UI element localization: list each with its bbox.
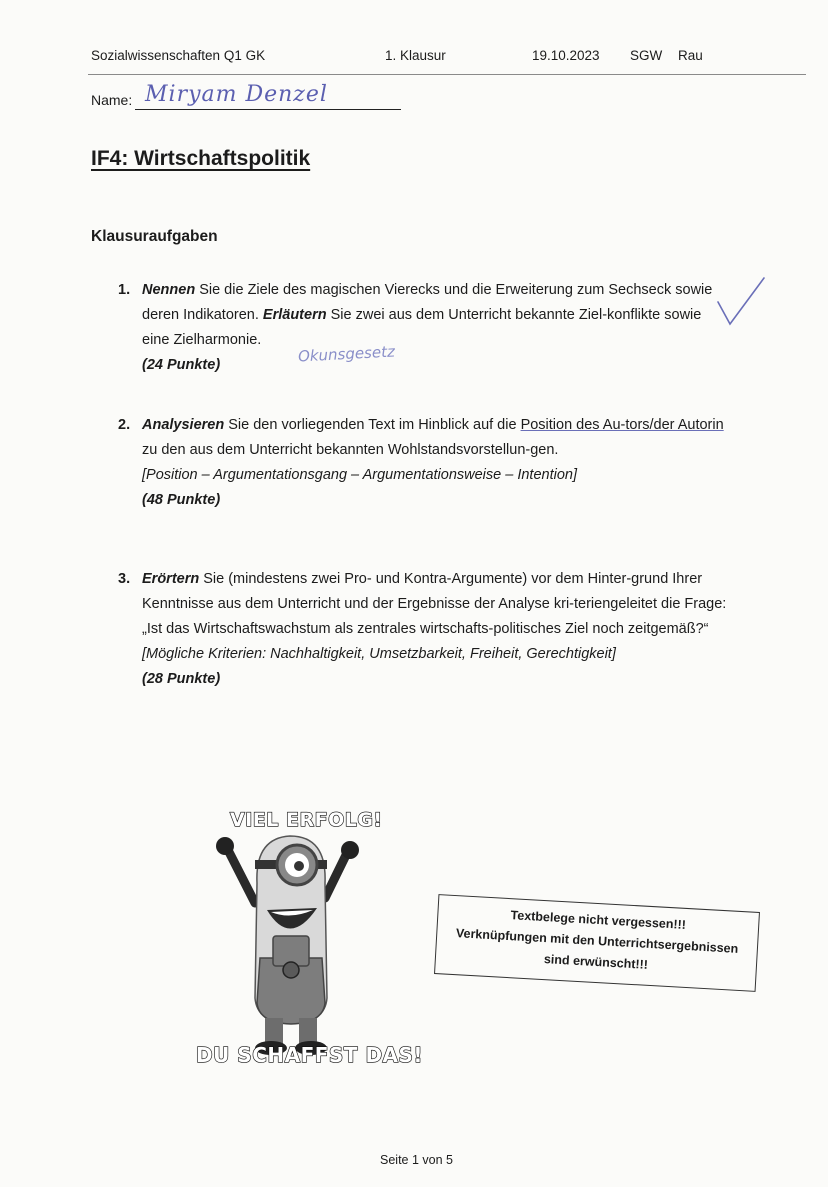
exam-label: 1. Klausur [385, 48, 446, 63]
task-number: 2. [118, 417, 131, 433]
task-operator: Erläutern [262, 307, 327, 323]
meme-bottom-text: DU SCHAFFST DAS! [196, 1043, 424, 1067]
task-operator: Erörtern [142, 571, 200, 587]
task-points: (24 Punkte) [142, 357, 221, 373]
handwritten-note: Okunsgesetz [297, 342, 396, 366]
teacher-name: Rau [678, 48, 703, 63]
task-points: (48 Punkte) [142, 492, 221, 508]
check-mark-icon [714, 274, 768, 334]
section-title: Klausuraufgaben [91, 228, 218, 245]
page-number: Seite 1 von 5 [380, 1153, 453, 1167]
task-1 [118, 278, 728, 378]
school-code: SGW [630, 48, 663, 63]
student-name-handwritten: Miryam Denzel [145, 82, 328, 107]
task-operator: Analysieren [142, 417, 225, 433]
task-3 [118, 567, 728, 692]
reminder-box [434, 894, 760, 992]
reminder-line: Textbelege nicht vergessen!!! [510, 908, 687, 932]
reminder-line: Verknüpfungen mit den Unterrichtsergebnissen [455, 926, 739, 956]
task-text: Sie zwei aus dem Unterricht bekannte Ziel-konflikte sowie eine Zielharmonie. [142, 307, 702, 348]
task-text: zu den aus dem Unterricht bekannten Wohlstandsvorstellun-gen. [142, 442, 559, 458]
page-title: IF4: Wirtschaftspolitik [91, 147, 311, 170]
task-text: Sie (mindestens zwei Pro- und Kontra-Argumente) vor dem Hinter-grund Ihrer Kenntnisse aus dem Unterricht und der Ergebnisse der Analyse kri-teriengeleitet die Frage: „Ist das Wirtschaftswachstum als zentrales wirtschafts-politisches Ziel noch zeitgemäß?“ [142, 571, 727, 637]
task-hint: [Position – Argumentationsgang – Argumentationsweise – Intention] [142, 467, 577, 483]
task-text: Sie den vorliegenden Text im Hinblick auf die [224, 417, 521, 433]
task-operator: Nennen [142, 282, 196, 298]
task-2 [118, 413, 728, 513]
header-divider [88, 74, 806, 75]
task-underlined-text: Position des Au-tors/der Autorin [520, 417, 724, 433]
reminder-line: sind erwünscht!!! [543, 952, 649, 972]
task-number: 3. [118, 571, 131, 587]
course-name: Sozialwissenschaften Q1 GK [91, 48, 266, 63]
task-hint: [Mögliche Kriterien: Nachhaltigkeit, Umsetzbarkeit, Freiheit, Gerechtigkeit] [142, 646, 616, 662]
name-line [135, 109, 401, 110]
exam-date: 19.10.2023 [532, 48, 600, 63]
task-points: (28 Punkte) [142, 671, 221, 687]
meme-top-text: VIEL ERFOLG! [230, 809, 383, 831]
task-text: Sie die Ziele des magischen Vierecks und die Erweiterung zum Sechseck sowie deren Indikatoren. [142, 282, 713, 323]
name-label: Name: [91, 92, 133, 108]
minion-illustration [205, 808, 385, 1073]
task-number: 1. [118, 282, 131, 298]
